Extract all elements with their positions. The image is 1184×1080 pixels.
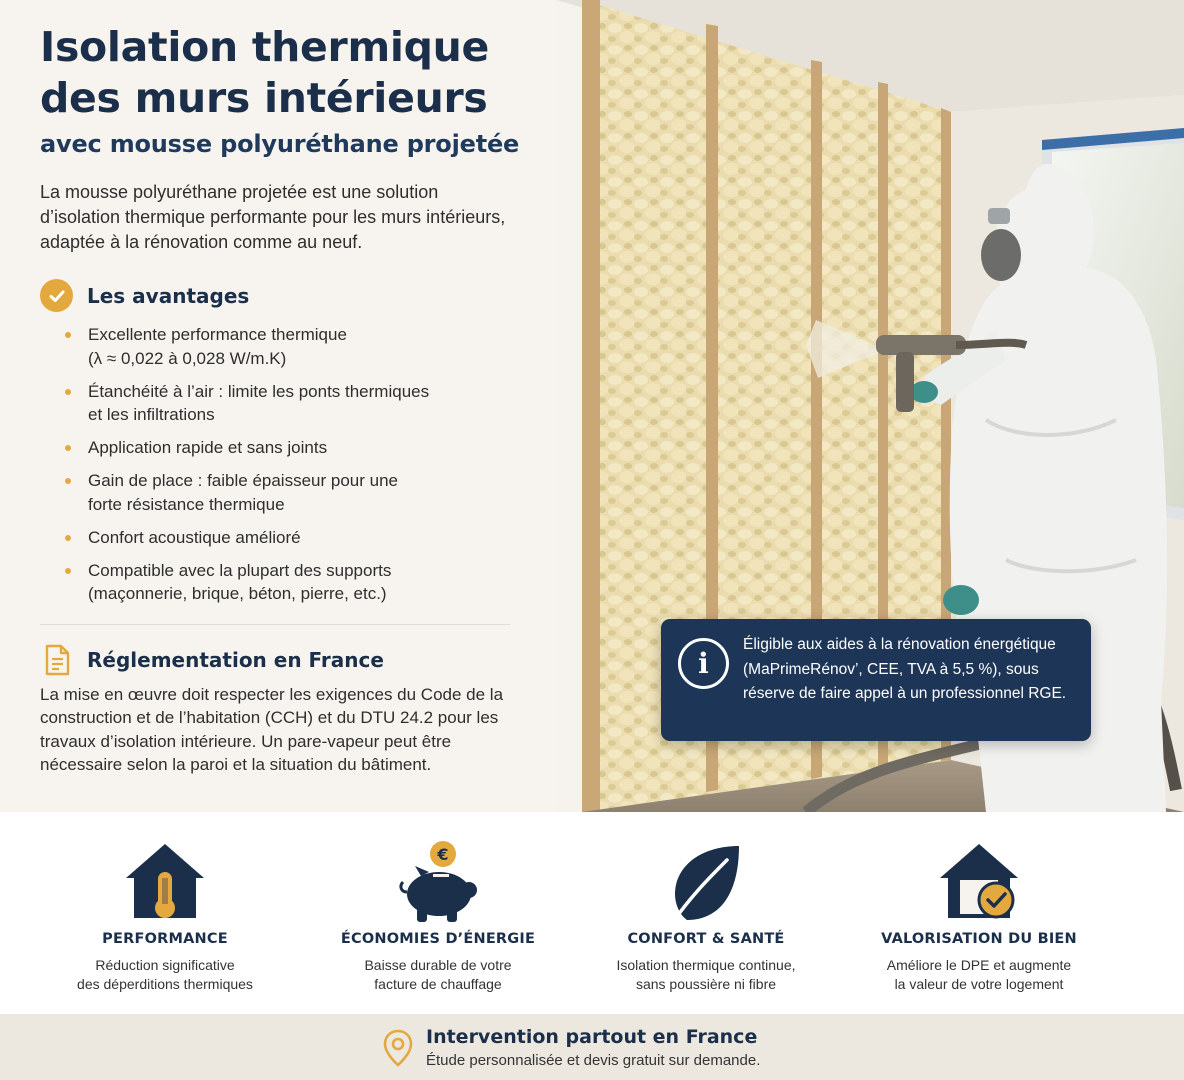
list-item: Application rapide et sans joints: [62, 436, 532, 460]
list-item: Compatible avec la plupart des supports (maçonnerie, brique, béton, pierre, etc.): [62, 559, 532, 606]
feature-title: ÉCONOMIES D’ÉNERGIE: [340, 931, 536, 947]
feature-description: Améliore le DPE et augmente la valeur de votre logement: [886, 957, 1072, 992]
title-line-2: des murs intérieurs: [40, 74, 488, 122]
house-thermometer-icon: [120, 836, 210, 926]
list-item: Confort acoustique amélioré: [62, 526, 532, 550]
piggy-bank-euro-icon: [393, 836, 483, 926]
content-column: [0, 0, 556, 812]
feature-title: PERFORMANCE: [102, 931, 228, 947]
features-row: [0, 812, 1184, 1014]
list-item: Gain de place : faible épaisseur pour une forte résistance thermique: [62, 469, 532, 516]
feature-comfort-health: [571, 812, 841, 1014]
location-pin-icon: [383, 1029, 413, 1067]
title-line-1: Isolation thermique: [40, 23, 490, 71]
document-icon: [40, 643, 73, 676]
check-circle-icon: [40, 279, 73, 312]
feature-property-value: [844, 812, 1114, 1014]
regulation-heading-label: Réglementation en France: [87, 647, 384, 672]
list-item: Excellente performance thermique (λ ≈ 0,022 à 0,028 W/m.K): [62, 323, 532, 370]
feature-title: VALORISATION DU BIEN: [881, 931, 1077, 947]
advantages-heading-label: Les avantages: [87, 283, 250, 308]
advantages-list: [62, 323, 532, 615]
svg-text:€: €: [437, 845, 449, 864]
eligibility-text: Éligible aux aides à la rénovation énergétique (MaPrimeRénov’, CEE, TVA à 5,5 %), sous réserve de faire appel à un professionnel RGE.: [743, 636, 1067, 702]
eligibility-info-box: [661, 619, 1091, 741]
feature-description: Isolation thermique continue, sans poussière ni fibre: [616, 957, 796, 992]
leaf-icon: [661, 836, 751, 926]
page-subtitle: avec mousse polyuréthane projetée: [40, 130, 520, 158]
info-icon: i: [678, 638, 729, 689]
feature-title: CONFORT & SANTÉ: [627, 931, 785, 947]
footer-banner: [0, 1014, 1184, 1080]
advantages-heading: [40, 279, 249, 312]
feature-description: Réduction significative des déperditions thermiques: [77, 957, 253, 992]
footer-title: Intervention partout en France: [426, 1026, 758, 1048]
feature-energy-savings: [303, 812, 573, 1014]
section-divider: [40, 624, 510, 625]
page-title: [40, 22, 550, 124]
feature-performance: [30, 812, 300, 1014]
regulation-paragraph: La mise en œuvre doit respecter les exigences du Code de la construction et de l’habitation (CCH) et du DTU 24.2 pour les travaux d’isolation intérieure. Un pare-vapeur peut être nécessaire selon la paroi et la situation du bâtiment.: [40, 685, 504, 774]
footer-subtitle: Étude personnalisée et devis gratuit sur demande.: [426, 1052, 761, 1069]
feature-description: Baisse durable de votre facture de chauffage: [364, 957, 512, 992]
house-check-icon: [934, 836, 1024, 926]
intro-paragraph: La mousse polyuréthane projetée est une solution d’isolation thermique performante pour les murs intérieurs, adaptée à la rénovation comme au neuf.: [40, 182, 506, 252]
regulation-heading: [40, 643, 384, 676]
list-item: Étanchéité à l’air : limite les ponts thermiques et les infiltrations: [62, 380, 532, 427]
